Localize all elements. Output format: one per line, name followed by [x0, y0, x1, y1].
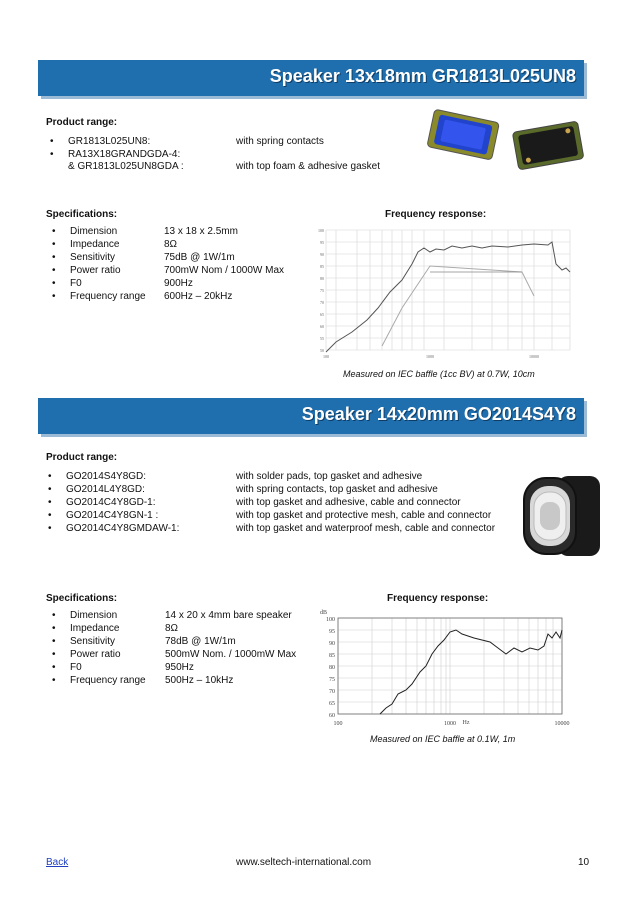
y-tick: 55 [320, 336, 324, 341]
spec-row: • Sensitivity 75dB @ 1W/1m [52, 252, 235, 263]
product-item: • RA13X18GRANDGDA-4: & GR1813L025UN8GDA : with top foam & adhesive gasket [50, 149, 380, 172]
product-item: • GO2014L4Y8GD: with spring contacts, top gasket and adhesive [48, 484, 438, 495]
y-tick: 95 [329, 629, 335, 635]
y-tick: 60 [320, 324, 324, 329]
y-axis-label: dB [320, 610, 328, 616]
y-tick: 80 [329, 665, 335, 671]
frequency-response-chart-2 [316, 608, 574, 734]
spec-row: • Power ratio 700mW Nom / 1000W Max [52, 265, 285, 276]
y-tick: 70 [329, 689, 335, 695]
chart-caption: Measured on IEC baffle at 0.1W, 1m [370, 734, 516, 744]
page-number: 10 [578, 857, 590, 868]
y-tick: 100 [326, 617, 335, 623]
spec-row: • F0 900Hz [52, 278, 193, 289]
section2-title: Speaker 14x20mm GO2014S4Y8 [301, 404, 576, 424]
response-curve [326, 242, 570, 352]
y-tick: 75 [329, 677, 335, 683]
y-tick: 90 [320, 252, 324, 257]
spec-row: • Power ratio 500mW Nom. / 1000mW Max [52, 649, 297, 660]
x-tick: 100 [333, 721, 343, 727]
section1-banner [38, 60, 584, 96]
spec-row: • Frequency range 600Hz – 20kHz [52, 291, 233, 302]
y-tick: 85 [320, 264, 324, 269]
spec-row: • Impedance 8Ω [52, 623, 179, 634]
x-tick: 1000 [426, 354, 434, 359]
product-item: • GO2014C4Y8GMDAW-1: with top gasket and waterproof mesh, cable and connector [48, 523, 496, 534]
x-tick: 1000 [444, 721, 456, 727]
section2-banner [38, 398, 584, 434]
product-range-label: Product range: [46, 117, 118, 128]
spec-row: • Dimension 14 x 20 x 4mm bare speaker [52, 610, 292, 621]
frequency-response-chart-1 [312, 224, 574, 364]
spec-row: • Dimension 13 x 18 x 2.5mm [52, 226, 238, 237]
frequency-response-label: Frequency response: [387, 593, 489, 604]
y-tick: 80 [320, 276, 324, 281]
product-item: • GR1813L025UN8: with spring contacts [50, 136, 324, 147]
product-item: • GO2014C4Y8GD-1: with top gasket and adhesive, cable and connector [48, 497, 461, 508]
y-tick: 50 [320, 348, 324, 353]
y-tick: 75 [320, 288, 324, 293]
y-tick: 90 [329, 641, 335, 647]
frequency-response-label: Frequency response: [385, 209, 487, 220]
specifications-label: Specifications: [46, 593, 118, 604]
y-tick: 65 [329, 701, 335, 707]
y-tick: 60 [329, 713, 335, 719]
spec-row: • Impedance 8Ω [52, 239, 178, 250]
section1-title: Speaker 13x18mm GR1813L025UN8 [269, 66, 576, 86]
x-tick: 10000 [554, 721, 570, 727]
response-curve [380, 630, 562, 714]
x-tick: 100 [323, 354, 329, 359]
speaker-13x18-image [420, 105, 590, 175]
footer-url: www.seltech-international.com [236, 857, 372, 868]
back-link[interactable]: Back [46, 857, 69, 868]
speaker-14x20-image [518, 470, 604, 562]
chart-caption: Measured on IEC baffle (1cc BV) at 0.7W, 10cm [343, 369, 535, 379]
product-item: • GO2014S4Y8GD: with solder pads, top gasket and adhesive [48, 471, 423, 482]
x-axis-label: Hz [462, 720, 470, 726]
product-item: • GO2014C4Y8GN-1 : with top gasket and protective mesh, cable and connector [48, 510, 492, 521]
y-tick: 100 [318, 228, 324, 233]
specifications-label: Specifications: [46, 209, 118, 220]
spec-row: • F0 950Hz [52, 662, 194, 673]
spec-row: • Frequency range 500Hz – 10kHz [52, 675, 234, 686]
y-tick: 70 [320, 300, 324, 305]
y-tick: 95 [320, 240, 324, 245]
spec-row: • Sensitivity 78dB @ 1W/1m [52, 636, 236, 647]
y-tick: 85 [329, 653, 335, 659]
x-tick: 10000 [529, 354, 539, 359]
product-range-label: Product range: [46, 452, 118, 463]
y-tick: 65 [320, 312, 324, 317]
